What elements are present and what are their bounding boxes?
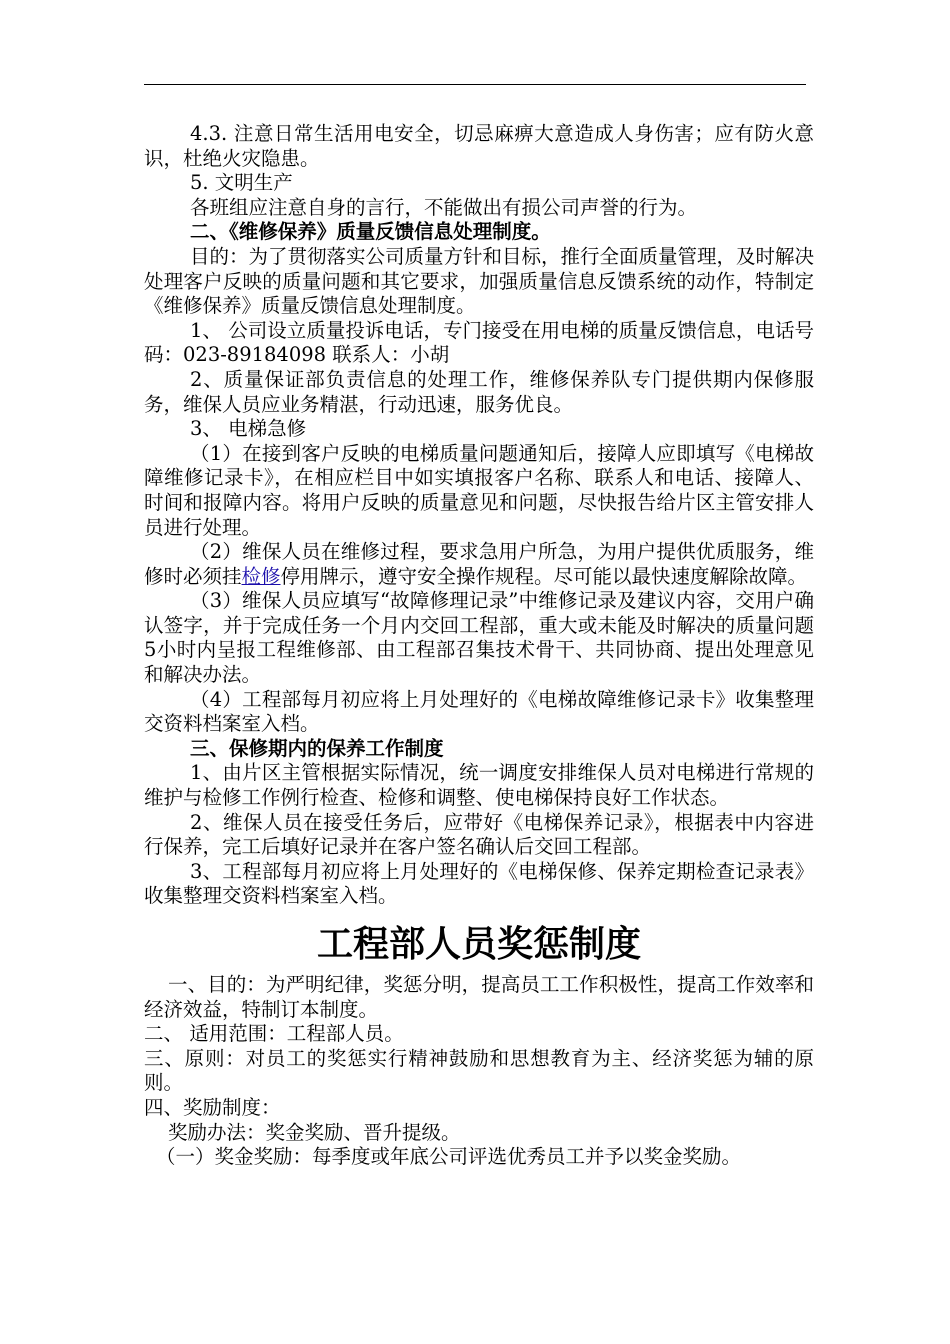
document-title: 工程部人员奖惩制度	[316, 924, 641, 965]
paragraph-objective: 一、目的：为严明纪律，奖惩分明，提高员工工作积极性，提高工作效率和经济效益，特制订本制度。	[144, 973, 814, 1021]
paragraph-item-2-text-b: 停用牌示，遵守安全操作规程。尽可能以最快速度解除故障。	[280, 564, 808, 588]
paragraph-purpose: 目的：为了贯彻落实公司质量方针和目标，推行全面质量管理，及时解决处理客户反映的质量问题和其它要求，加强质量信息反馈系统的动作，特制定《维修保养》质量反馈信息处理制度。	[144, 244, 815, 318]
paragraph-item-2-text-a: （2）维保人员在维修过程，要求急用户所急，为用户提供优质服务，维修时必须挂	[144, 540, 814, 588]
document-body	[144, 122, 814, 1170]
paragraph-civilized: 各班组应注意自身的言行，不能做出有损公司声誉的行为。	[190, 195, 698, 219]
inspection-link[interactable]: 检修	[241, 564, 281, 588]
paragraph-maint-2: 2、维保人员在接受任务后，应带好《电梯保养记录》，根据表中内容进行保养，完工后填好记录并在客户签名确认后交回工程部。	[144, 810, 814, 859]
paragraph-reward-system: 四、奖励制度：	[144, 1095, 281, 1119]
paragraph-principle: 三、原则：对员工的奖惩实行精神鼓励和思想教育为主、经济奖惩为辅的原则。	[144, 1046, 814, 1095]
paragraph-4-3: 4.3. 注意日常生活用电安全，切忌麻痹大意造成人身伤害；应有防火意识，杜绝火灾隐患。	[144, 122, 814, 170]
paragraph-bonus: （一）奖金奖励：每季度或年底公司评选优秀员工并予以奖金奖励。	[156, 1145, 742, 1169]
header-rule	[144, 84, 806, 85]
paragraph-reward-method: 奖励办法：奖金奖励、晋升提级。	[168, 1120, 461, 1144]
section-heading-2: 二、《维修保养》质量反馈信息处理制度。	[190, 220, 551, 244]
paragraph-item-3: （3）维保人员应填写“故障修理记录”中维修记录及建议内容，交用户确认签字，并于完成任务一个月内交回工程部，重大或未能及时解决的质量问题5小时内呈报工程维修部、由工程部召集技术骨干、共同协商、提出处理意见和解决办法。	[144, 589, 814, 687]
paragraph-item-1: （1）在接到客户反映的电梯质量问题通知后，接障人应即填写《电梯故障维修记录卡》，在相应栏目中如实填报客户名称、联系人和电话、接障人、时间和报障内容。将用户反映的质量意见和问题，尽快报告给片区主管安排人员进行处理。	[144, 441, 814, 539]
paragraph-scope: 二、 适用范围：工程部人员。	[144, 1022, 404, 1046]
paragraph-maint-1: 1、由片区主管根据实际情况，统一调度安排维保人员对电梯进行常规的维护与检修工作例行检查、检修和调整、使电梯保持良好工作状态。	[144, 761, 814, 810]
section-heading-3: 三、保修期内的保养工作制度	[190, 736, 444, 760]
paragraph-emergency: 3、 电梯急修	[190, 417, 307, 441]
paragraph-item-2	[144, 540, 814, 589]
paragraph-item-4: （4）工程部每月初应将上月处理好的《电梯故障维修记录卡》收集整理交资料档案室入档。	[144, 687, 814, 736]
paragraph-hotline: 1、 公司设立质量投诉电话，专门接受在用电梯的质量反馈信息，电话号码：023-89184098 联系人：小胡	[144, 318, 814, 367]
paragraph-5: 5. 文明生产	[190, 171, 293, 195]
paragraph-maint-3: 3、工程部每月初应将上月处理好的《电梯保修、保养定期检查记录表》收集整理交资料档案室入档。	[144, 859, 814, 908]
paragraph-quality-dept: 2、质量保证部负责信息的处理工作，维修保养队专门提供期内保修服务，维保人员应业务精湛，行动迅速，服务优良。	[144, 367, 814, 416]
